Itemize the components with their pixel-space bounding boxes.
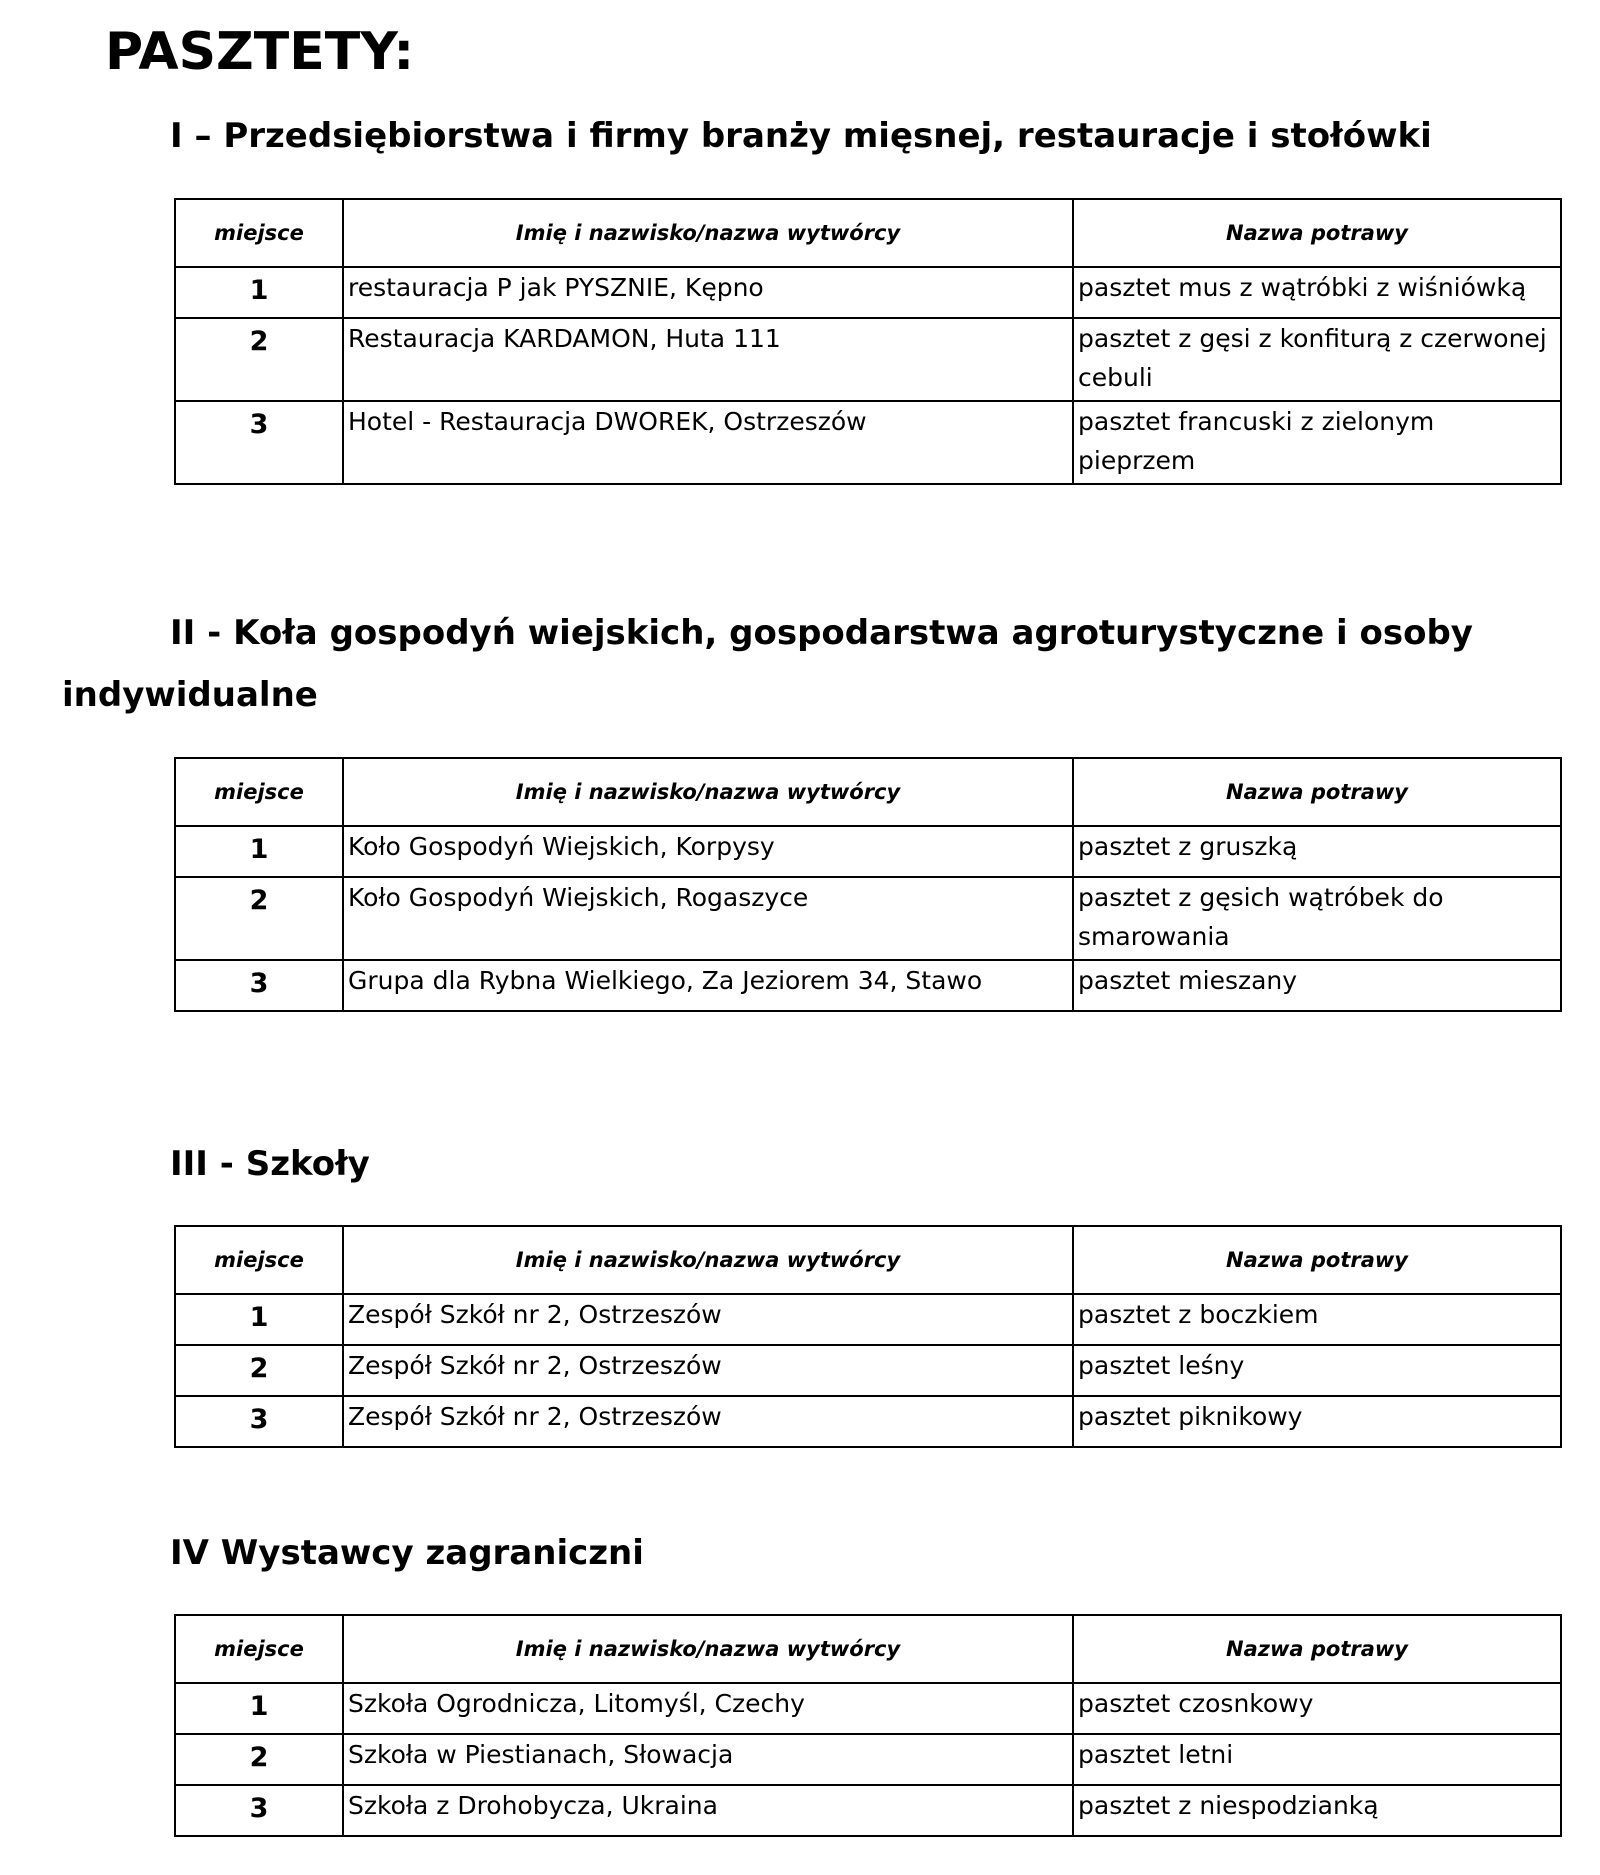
- place-cell: 1: [175, 267, 343, 318]
- place-cell: 3: [175, 960, 343, 1011]
- producer-cell: restauracja P jak PYSZNIE, Kępno: [343, 267, 1073, 318]
- section-heading-line: III - Szkoły: [170, 1144, 370, 1184]
- place-cell: 1: [175, 1294, 343, 1345]
- section-heading-3: [170, 1133, 370, 1195]
- producer-cell: Restauracja KARDAMON, Huta 111: [343, 318, 1073, 401]
- results-table-1: [174, 198, 1562, 485]
- dish-cell: pasztet z niespodzianką: [1073, 1785, 1561, 1836]
- dish-cell: pasztet z gęsich wątróbek do smarowania: [1073, 877, 1561, 960]
- place-cell: 1: [175, 826, 343, 877]
- table-header-row: [175, 758, 1561, 826]
- dish-cell: pasztet mus z wątróbki z wiśniówką: [1073, 267, 1561, 318]
- producer-cell: Zespół Szkół nr 2, Ostrzeszów: [343, 1396, 1073, 1447]
- section-heading-line: I – Przedsiębiorstwa i firmy branży mięsnej, restauracje i stołówki: [170, 116, 1432, 156]
- column-header-dish: Nazwa potrawy: [1073, 1226, 1561, 1294]
- table-row: [175, 1785, 1561, 1836]
- dish-cell: pasztet mieszany: [1073, 960, 1561, 1011]
- producer-cell: Koło Gospodyń Wiejskich, Rogaszyce: [343, 877, 1073, 960]
- section-heading-line: IV Wystawcy zagraniczni: [170, 1533, 644, 1573]
- table-header-row: [175, 1226, 1561, 1294]
- column-header-place: miejsce: [175, 1226, 343, 1294]
- section-heading-1: [170, 105, 1432, 167]
- producer-cell: Grupa dla Rybna Wielkiego, Za Jeziorem 34, Stawo: [343, 960, 1073, 1011]
- dish-cell: pasztet czosnkowy: [1073, 1683, 1561, 1734]
- column-header-dish: Nazwa potrawy: [1073, 199, 1561, 267]
- dish-cell: pasztet z boczkiem: [1073, 1294, 1561, 1345]
- producer-cell: Szkoła w Piestianach, Słowacja: [343, 1734, 1073, 1785]
- dish-cell: pasztet z gęsi z konfiturą z czerwonej cebuli: [1073, 318, 1561, 401]
- place-cell: 3: [175, 401, 343, 484]
- producer-cell: Hotel - Restauracja DWOREK, Ostrzeszów: [343, 401, 1073, 484]
- dish-cell: pasztet letni: [1073, 1734, 1561, 1785]
- table-row: [175, 1345, 1561, 1396]
- producer-cell: Zespół Szkół nr 2, Ostrzeszów: [343, 1345, 1073, 1396]
- table-header-row: [175, 1615, 1561, 1683]
- place-cell: 2: [175, 1345, 343, 1396]
- column-header-name: Imię i nazwisko/nazwa wytwórcy: [343, 199, 1073, 267]
- results-table-3: [174, 1225, 1562, 1448]
- table-row: [175, 267, 1561, 318]
- column-header-place: miejsce: [175, 1615, 343, 1683]
- table-row: [175, 1683, 1561, 1734]
- section-heading-2: [62, 602, 1473, 726]
- dish-cell: pasztet z gruszką: [1073, 826, 1561, 877]
- place-cell: 2: [175, 877, 343, 960]
- place-cell: 2: [175, 1734, 343, 1785]
- column-header-dish: Nazwa potrawy: [1073, 758, 1561, 826]
- table-row: [175, 401, 1561, 484]
- dish-cell: pasztet piknikowy: [1073, 1396, 1561, 1447]
- producer-cell: Szkoła z Drohobycza, Ukraina: [343, 1785, 1073, 1836]
- column-header-place: miejsce: [175, 199, 343, 267]
- section-heading-line: II - Koła gospodyń wiejskich, gospodarstwa agroturystyczne i osoby: [170, 613, 1473, 653]
- section-heading-4: [170, 1522, 644, 1584]
- page-title: PASZTETY:: [105, 22, 415, 82]
- table-row: [175, 318, 1561, 401]
- producer-cell: Zespół Szkół nr 2, Ostrzeszów: [343, 1294, 1073, 1345]
- table-row: [175, 1734, 1561, 1785]
- section-heading-line: indywidualne: [62, 675, 318, 715]
- column-header-name: Imię i nazwisko/nazwa wytwórcy: [343, 1615, 1073, 1683]
- producer-cell: Szkoła Ogrodnicza, Litomyśl, Czechy: [343, 1683, 1073, 1734]
- column-header-name: Imię i nazwisko/nazwa wytwórcy: [343, 758, 1073, 826]
- table-row: [175, 1294, 1561, 1345]
- place-cell: 2: [175, 318, 343, 401]
- table-row: [175, 826, 1561, 877]
- place-cell: 3: [175, 1396, 343, 1447]
- results-table-2: [174, 757, 1562, 1012]
- column-header-name: Imię i nazwisko/nazwa wytwórcy: [343, 1226, 1073, 1294]
- column-header-place: miejsce: [175, 758, 343, 826]
- column-header-dish: Nazwa potrawy: [1073, 1615, 1561, 1683]
- table-header-row: [175, 199, 1561, 267]
- dish-cell: pasztet leśny: [1073, 1345, 1561, 1396]
- place-cell: 1: [175, 1683, 343, 1734]
- table-row: [175, 1396, 1561, 1447]
- table-row: [175, 877, 1561, 960]
- dish-cell: pasztet francuski z zielonym pieprzem: [1073, 401, 1561, 484]
- producer-cell: Koło Gospodyń Wiejskich, Korpysy: [343, 826, 1073, 877]
- table-row: [175, 960, 1561, 1011]
- results-table-4: [174, 1614, 1562, 1837]
- place-cell: 3: [175, 1785, 343, 1836]
